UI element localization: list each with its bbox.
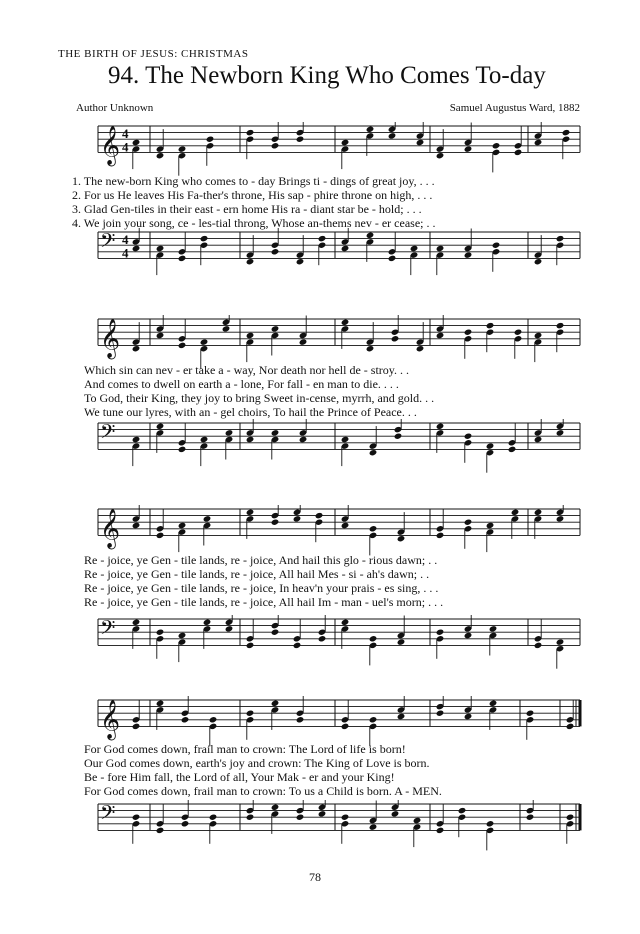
note-head: [271, 804, 280, 811]
note-head: [369, 449, 378, 456]
note-head: [271, 248, 280, 255]
note-head: [299, 338, 308, 345]
treble-clef-icon: 𝄞: [100, 318, 121, 359]
note-head: [296, 136, 305, 143]
page-number: 78: [309, 870, 321, 884]
note-head: [209, 814, 218, 821]
note-head: [508, 446, 517, 453]
note-head: [203, 619, 212, 626]
note-head: [246, 642, 255, 649]
note-head: [296, 814, 305, 821]
note-head: [156, 629, 165, 636]
note-head: [296, 258, 305, 265]
note-head: [388, 255, 397, 262]
note-head: [341, 619, 350, 626]
note-head: [436, 629, 445, 636]
note-head: [369, 635, 378, 642]
note-head: [200, 436, 209, 443]
note-head: [156, 332, 165, 339]
note-head: [464, 632, 473, 639]
note-head: [397, 713, 406, 720]
note-head: [436, 332, 445, 339]
note-head: [132, 723, 141, 730]
note-head: [489, 700, 498, 707]
lyric-line: And comes to dwell on earth a - lone, For fall - en man to die. . . .: [84, 377, 399, 391]
note-head: [413, 817, 422, 824]
note-head: [341, 522, 350, 529]
note-head: [200, 338, 209, 345]
note-head: [391, 810, 400, 817]
note-head: [397, 638, 406, 645]
note-head: [222, 325, 231, 332]
note-head: [369, 525, 378, 532]
note-head: [156, 152, 165, 159]
note-head: [388, 132, 397, 139]
lyric-line: 3. Glad Gen-tiles in their east - ern home His ra - diant star be - hold; . . .: [72, 202, 422, 216]
note-head: [514, 149, 523, 156]
note-head: [178, 446, 187, 453]
note-head: [436, 532, 445, 539]
note-head: [562, 129, 571, 136]
note-head: [271, 142, 280, 149]
lyric-line: To God, their King, they joy to bring Sweet in-cense, myrrh, and gold. . .: [84, 391, 435, 405]
note-head: [410, 245, 419, 252]
author-credit: Author Unknown: [76, 102, 154, 114]
note-head: [436, 827, 445, 834]
note-head: [486, 522, 495, 529]
lyric-line: Re - joice, ye Gen - tile lands, re - joice, All hail Im - man - uel's morn; . . .: [84, 595, 444, 609]
bass-staff: [0, 615, 640, 675]
note-head: [492, 142, 501, 149]
note-head: [246, 814, 255, 821]
lyric-line: We tune our lyres, with an - gel choirs, To hail the Prince of Peace. . .: [84, 405, 417, 419]
note-head: [132, 522, 141, 529]
hymn-title-text: The Newborn King Who Comes To-day: [145, 62, 546, 89]
note-head: [464, 145, 473, 152]
note-head: [436, 245, 445, 252]
note-head: [341, 139, 350, 146]
note-head: [416, 345, 425, 352]
note-head: [486, 820, 495, 827]
note-head: [318, 235, 327, 242]
lyric-line: Re - joice, ye Gen - tile lands, re - joice, All hail Mes - si - ah's dawn; . .: [84, 567, 430, 581]
note-head: [318, 810, 327, 817]
note-head: [246, 509, 255, 516]
hymn-number: 94.: [108, 62, 140, 89]
time-signature-bottom: 4: [122, 139, 129, 155]
note-head: [464, 713, 473, 720]
note-head: [132, 814, 141, 821]
note-head: [178, 522, 187, 529]
note-head: [369, 716, 378, 723]
note-head: [556, 429, 565, 436]
bass-staff: [0, 800, 640, 860]
composer-credit: Samuel Augustus Ward, 1882: [449, 102, 580, 114]
note-head: [225, 429, 234, 436]
note-head: [436, 423, 445, 430]
lyric-line: 1. The new-born King who comes to - day Brings ti - dings of great joy, . . .: [72, 174, 435, 188]
note-head: [366, 126, 375, 133]
lyrics-block: [72, 174, 436, 230]
note-head: [132, 245, 141, 252]
bass-clef-icon: 𝄢: [100, 616, 116, 645]
note-head: [486, 322, 495, 329]
note-head: [156, 700, 165, 707]
note-head: [246, 710, 255, 717]
note-head: [369, 823, 378, 830]
note-head: [293, 642, 302, 649]
note-head: [394, 433, 403, 440]
note-head: [178, 145, 187, 152]
lyrics-block: [84, 553, 443, 609]
note-head: [526, 814, 535, 821]
note-head: [156, 245, 165, 252]
hymn-title: [108, 62, 546, 90]
time-signature-top: 4: [122, 126, 129, 142]
lyrics-block: [84, 363, 434, 419]
note-head: [296, 716, 305, 723]
note-head: [391, 335, 400, 342]
note-head: [318, 635, 327, 642]
treble-clef-icon: 𝄞: [100, 699, 121, 740]
bass-clef-icon: 𝄢: [100, 420, 116, 449]
note-head: [178, 255, 187, 262]
bass-staff: [0, 419, 640, 479]
lyric-line: For God comes down, frail man to crown: To us a Child is born. A - MEN.: [84, 784, 442, 798]
note-head: [436, 152, 445, 159]
note-head: [203, 515, 212, 522]
note-head: [271, 519, 280, 526]
treble-staff: [0, 122, 640, 182]
bass-staff: [0, 228, 640, 288]
note-head: [341, 436, 350, 443]
note-head: [556, 638, 565, 645]
lyric-line: Be - fore Him fall, the Lord of all, Your Mak - er and your King!: [84, 770, 395, 784]
note-head: [566, 814, 575, 821]
note-head: [534, 258, 543, 265]
note-head: [293, 515, 302, 522]
note-head: [156, 532, 165, 539]
note-head: [271, 629, 280, 636]
note-head: [341, 319, 350, 326]
note-head: [464, 329, 473, 336]
note-head: [156, 827, 165, 834]
note-head: [341, 723, 350, 730]
note-head: [492, 242, 501, 249]
lyric-line: 4. We join your song, ce - les-tial throng, Whose an-thems nev - er cease; . .: [72, 216, 436, 230]
note-head: [246, 436, 255, 443]
time-signature-bottom: 4: [122, 245, 129, 261]
lyrics-block: [84, 742, 442, 798]
note-head: [556, 322, 565, 329]
note-head: [556, 515, 565, 522]
treble-clef-icon: 𝄞: [100, 125, 121, 166]
note-head: [534, 139, 543, 146]
note-head: [299, 436, 308, 443]
note-head: [458, 807, 467, 814]
lyric-line: For God comes down, frail man to crown: The Lord of life is born!: [84, 742, 406, 756]
note-head: [534, 509, 543, 516]
note-head: [464, 519, 473, 526]
note-head: [132, 139, 141, 146]
note-head: [225, 625, 234, 632]
note-head: [436, 710, 445, 717]
note-head: [209, 716, 218, 723]
note-head: [132, 345, 141, 352]
note-head: [156, 423, 165, 430]
note-head: [534, 642, 543, 649]
note-head: [206, 136, 215, 143]
note-head: [341, 245, 350, 252]
note-head: [181, 716, 190, 723]
lyric-line: Re - joice, ye Gen - tile lands, re - joice, In heav'n your prais - es sing, . . .: [84, 581, 439, 595]
note-head: [416, 139, 425, 146]
note-head: [514, 329, 523, 336]
note-head: [132, 619, 141, 626]
note-head: [271, 325, 280, 332]
lyric-line: Re - joice, ye Gen - tile lands, re - joice, And hail this glo - rious dawn; . .: [84, 553, 438, 567]
lyric-line: 2. For us He leaves His Fa-ther's throne, His sap - phire throne on high, . . .: [72, 188, 433, 202]
note-head: [246, 332, 255, 339]
note-head: [556, 235, 565, 242]
note-head: [246, 129, 255, 136]
note-head: [534, 332, 543, 339]
note-head: [315, 512, 324, 519]
note-head: [534, 436, 543, 443]
note-head: [397, 535, 406, 542]
time-signature-top: 4: [122, 232, 129, 248]
bass-clef-icon: 𝄢: [100, 801, 116, 830]
note-head: [132, 436, 141, 443]
note-head: [366, 232, 375, 239]
note-head: [271, 700, 280, 707]
note-head: [489, 625, 498, 632]
note-head: [464, 251, 473, 258]
section-label: THE BIRTH OF JESUS: CHRISTMAS: [58, 48, 249, 60]
note-head: [181, 820, 190, 827]
note-head: [511, 509, 520, 516]
note-head: [366, 345, 375, 352]
lyric-line: Our God comes down, earth's joy and crown: The King of Love is born.: [84, 756, 430, 770]
note-head: [341, 814, 350, 821]
note-head: [271, 429, 280, 436]
note-head: [486, 442, 495, 449]
note-head: [200, 235, 209, 242]
bass-clef-icon: 𝄢: [100, 229, 116, 258]
note-head: [246, 258, 255, 265]
treble-clef-icon: 𝄞: [100, 508, 121, 549]
lyric-line: Which sin can nev - er take a - way, Nor death nor hell de - stroy. . .: [84, 363, 409, 377]
note-head: [178, 342, 187, 349]
note-head: [464, 433, 473, 440]
note-head: [526, 710, 535, 717]
note-head: [178, 632, 187, 639]
note-head: [566, 723, 575, 730]
